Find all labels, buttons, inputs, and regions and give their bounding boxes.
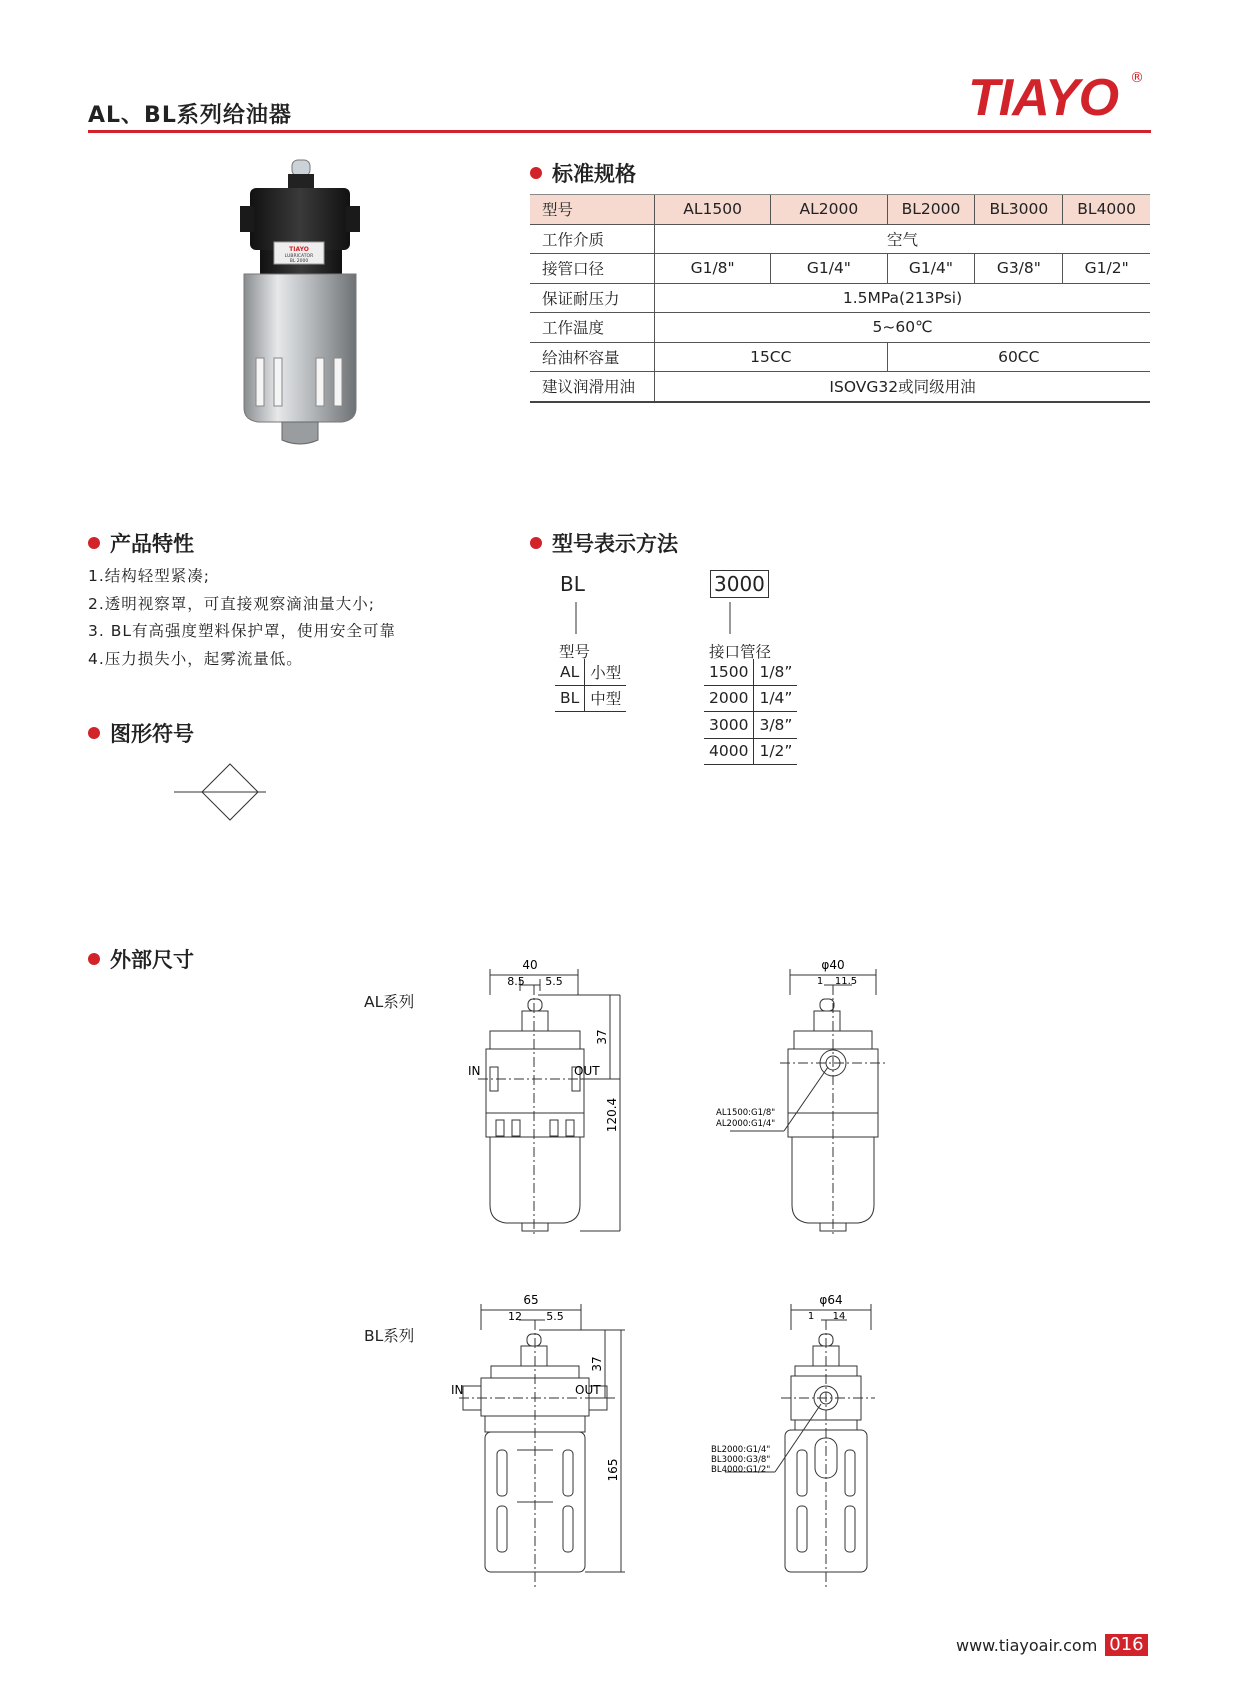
table-row bbox=[530, 224, 1150, 254]
port-note: BL2000:G1/4" bbox=[711, 1445, 771, 1455]
list-item: 2.透明视察罩，可直接观察滴油量大小; bbox=[88, 594, 376, 613]
model-code-heading: 型号表示方法 bbox=[530, 528, 678, 558]
model-code-box: 3000 bbox=[710, 570, 769, 598]
port-note: BL3000:G3/8" bbox=[711, 1455, 771, 1465]
table-cell: 15CC bbox=[655, 342, 888, 372]
bullet-dot bbox=[88, 537, 100, 549]
table-header-cell: BL4000 bbox=[1063, 195, 1150, 225]
table-row: 1500 1/8” bbox=[704, 659, 797, 685]
table-cell: G1/8" bbox=[655, 254, 771, 284]
spec-heading: 标准规格 bbox=[530, 158, 636, 188]
table-cell: G1/4" bbox=[771, 254, 887, 284]
dim-text: φ64 bbox=[819, 1293, 843, 1307]
in-label: IN bbox=[451, 1383, 464, 1397]
row-label: 给油杯容量 bbox=[530, 342, 655, 372]
list-item: 4.压力损失小，起雾流量低。 bbox=[88, 649, 303, 668]
port-note: AL2000:G1/4" bbox=[716, 1119, 776, 1129]
table-header-cell: BL2000 bbox=[887, 195, 975, 225]
dim-text: 37 bbox=[590, 1356, 604, 1372]
lubricator-symbol bbox=[170, 762, 270, 822]
in-label: IN bbox=[468, 1064, 481, 1078]
table-row: 2000 1/4” bbox=[704, 685, 797, 712]
port-note: BL4000:G1/2" bbox=[711, 1465, 771, 1475]
dim-text: 40 bbox=[522, 958, 538, 972]
list-item: 3. BL有高强度塑料保护罩，使用安全可靠 bbox=[88, 622, 396, 640]
table-header-cell: AL2000 bbox=[771, 195, 887, 225]
symbol-heading: 图形符号 bbox=[88, 718, 194, 748]
row-label: 接管口径 bbox=[530, 254, 655, 284]
table-row bbox=[530, 372, 1150, 402]
features-heading: 产品特性 bbox=[88, 528, 194, 558]
port-table bbox=[704, 659, 797, 765]
out-label: OUT bbox=[575, 1383, 601, 1397]
dim-text: 8.5 bbox=[507, 975, 525, 988]
table-row bbox=[530, 195, 1150, 225]
dim-text: 14 bbox=[832, 1311, 846, 1322]
table-row: 3000 3/8” bbox=[704, 712, 797, 739]
bullet-dot bbox=[88, 953, 100, 965]
brand-logo: TIAYO bbox=[968, 69, 1119, 127]
photo-model: BL 2000 bbox=[289, 259, 309, 264]
dim-text: 12 bbox=[508, 1310, 522, 1323]
page-number: 016 bbox=[1105, 1634, 1147, 1656]
table-cell: G3/8" bbox=[975, 254, 1063, 284]
dimensions-heading: 外部尺寸 bbox=[88, 944, 194, 974]
dim-text: 5.5 bbox=[546, 1310, 564, 1323]
bullet-dot bbox=[88, 727, 100, 739]
bullet-dot bbox=[530, 537, 542, 549]
table-cell: 空气 bbox=[655, 224, 1151, 254]
table-header-cell: AL1500 bbox=[655, 195, 771, 225]
table-cell: ISOVG32或同级用油 bbox=[655, 372, 1151, 402]
al-series-label: AL系列 bbox=[364, 993, 415, 1011]
dim-text: 1 bbox=[807, 1311, 815, 1322]
photo-brand: TIAYO bbox=[289, 246, 309, 253]
table-cell: G1/4" bbox=[887, 254, 975, 284]
out-label: OUT bbox=[574, 1064, 600, 1078]
bl-side-drawing bbox=[695, 1290, 895, 1590]
table-row: AL 小型 bbox=[555, 659, 626, 685]
dim-text: 165 bbox=[606, 1458, 620, 1482]
table-header-cell: 型号 bbox=[530, 195, 655, 225]
type-label: 型号 bbox=[559, 643, 591, 661]
page-title: AL、BL系列给油器 bbox=[88, 103, 292, 128]
features-list bbox=[88, 563, 396, 673]
dim-text: 37 bbox=[595, 1029, 609, 1045]
table-row: BL 中型 bbox=[555, 685, 626, 712]
dim-text: 120.4 bbox=[605, 1097, 619, 1133]
table-row bbox=[530, 342, 1150, 372]
website-link[interactable]: www.tiayoair.com bbox=[956, 1635, 1098, 1655]
table-row: 4000 1/2” bbox=[704, 738, 797, 765]
dim-text: φ40 bbox=[821, 958, 845, 972]
header-rule bbox=[88, 130, 1151, 133]
row-label: 工作介质 bbox=[530, 224, 655, 254]
port-label: 接口管径 bbox=[709, 643, 772, 661]
table-cell: 1.5MPa(213Psi) bbox=[655, 283, 1151, 313]
spec-table bbox=[530, 194, 1150, 403]
table-cell: 60CC bbox=[887, 342, 1150, 372]
bullet-dot bbox=[530, 167, 542, 179]
type-table bbox=[555, 659, 626, 712]
table-cell: 5~60℃ bbox=[655, 313, 1151, 343]
table-row bbox=[530, 283, 1150, 313]
row-label: 建议润滑用油 bbox=[530, 372, 655, 402]
table-row bbox=[530, 254, 1150, 284]
dim-text: 11.5 bbox=[834, 976, 858, 987]
list-item: 1.结构轻型紧凑; bbox=[88, 567, 211, 585]
dim-text: 65 bbox=[523, 1293, 539, 1307]
model-code-leaders bbox=[560, 598, 780, 638]
al-front-drawing bbox=[460, 955, 640, 1235]
al-side-drawing bbox=[700, 955, 900, 1235]
photo-label: LUBRICATOR bbox=[284, 254, 314, 259]
table-row bbox=[530, 313, 1150, 343]
port-note: AL1500:G1/8" bbox=[716, 1108, 776, 1118]
dim-text: 5.5 bbox=[545, 975, 563, 988]
registered-mark: ® bbox=[1130, 70, 1144, 86]
dim-text: 1 bbox=[816, 976, 824, 987]
footer bbox=[956, 1634, 1148, 1656]
product-photo bbox=[230, 158, 370, 448]
row-label: 保证耐压力 bbox=[530, 283, 655, 313]
model-prefix: BL bbox=[560, 572, 585, 596]
bl-series-label: BL系列 bbox=[364, 1327, 415, 1345]
bl-front-drawing bbox=[451, 1290, 635, 1590]
row-label: 工作温度 bbox=[530, 313, 655, 343]
table-cell: G1/2" bbox=[1063, 254, 1150, 284]
table-header-cell: BL3000 bbox=[975, 195, 1063, 225]
